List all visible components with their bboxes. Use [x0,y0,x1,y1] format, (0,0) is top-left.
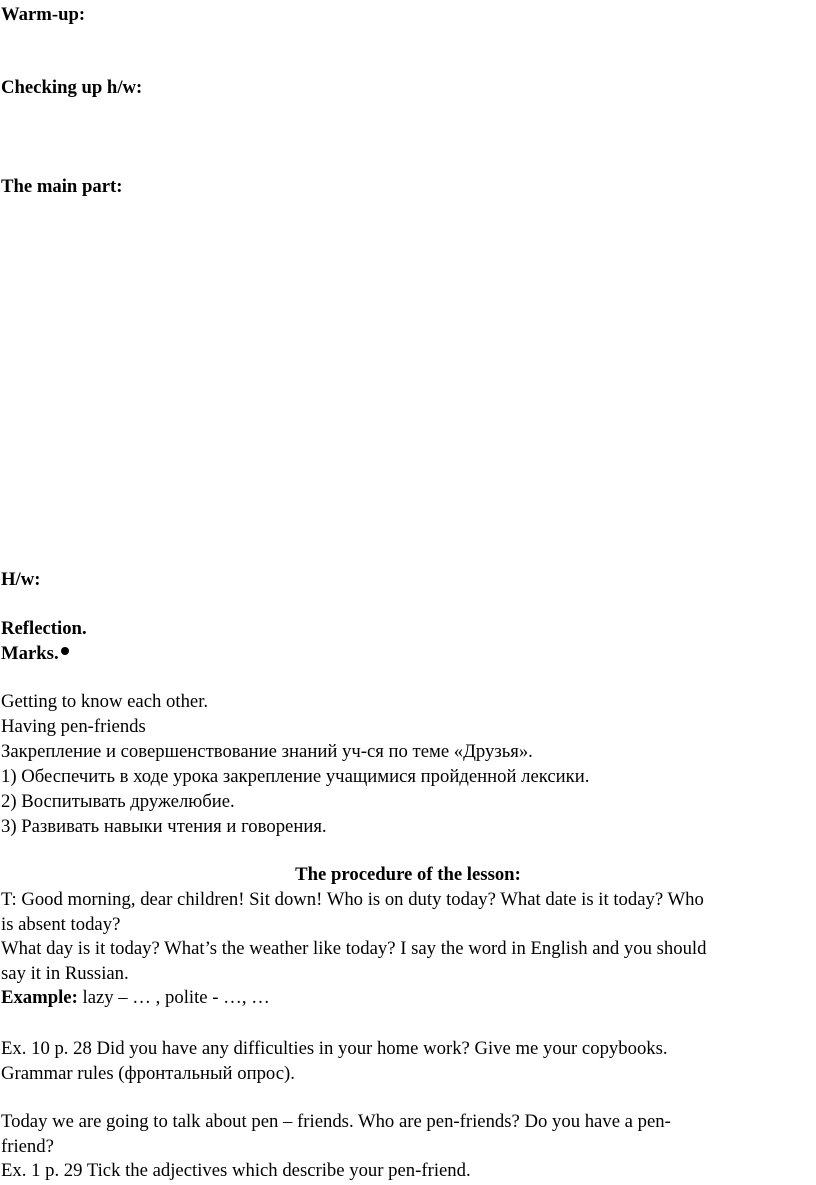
goal-1: 1) Обеспечить в ходе урока закрепление учащимися пройденной лексики. [1,766,590,787]
reflection-heading: Reflection. [1,618,87,639]
checking-heading: Checking up h/w: [1,77,143,98]
marks-heading [1,642,69,667]
questions-line-2: say it in Russian. [1,963,129,984]
grammar-line: Grammar rules (фронтальный опрос). [1,1063,295,1084]
warmup-heading: Warm-up: [1,4,86,25]
hw-heading: H/w: [1,569,41,590]
greeting-line-2: is absent today? [1,914,121,935]
main-part-heading: The main part: [1,176,123,197]
marks-label: Marks. [1,643,59,664]
topic-line-2: Having pen-friends [1,716,146,737]
pen-friends-line-1: Today we are going to talk about pen – friends. Who are pen-friends? Do you have a pen- [1,1111,671,1132]
topic-line-1: Getting to know each other. [1,691,209,712]
goal-3: 3) Развивать навыки чтения и говорения. [1,816,327,837]
exercise-10-line: Ex. 10 p. 28 Did you have any difficulties in your home work? Give me your copybooks. [1,1038,668,1059]
bullet-icon [61,647,69,655]
example-line [1,986,270,1011]
example-label: Example: [1,987,78,1008]
greeting-line-1: T: Good morning, dear children! Sit down! Who is on duty today? What date is it today? Who [1,889,704,910]
goal-2: 2) Воспитывать дружелюбие. [1,791,235,812]
procedure-title: The procedure of the lesson: [295,864,521,885]
pen-friends-line-2: friend? [1,1136,54,1157]
example-text: lazy – … , polite - …, … [77,987,270,1008]
aim-line: Закрепление и совершенствование знаний уч-ся по теме «Друзья». [1,741,533,762]
exercise-1-line: Ex. 1 p. 29 Tick the adjectives which describe your pen-friend. [1,1160,471,1181]
questions-line-1: What day is it today? What’s the weather like today? I say the word in English and you should [1,938,707,959]
